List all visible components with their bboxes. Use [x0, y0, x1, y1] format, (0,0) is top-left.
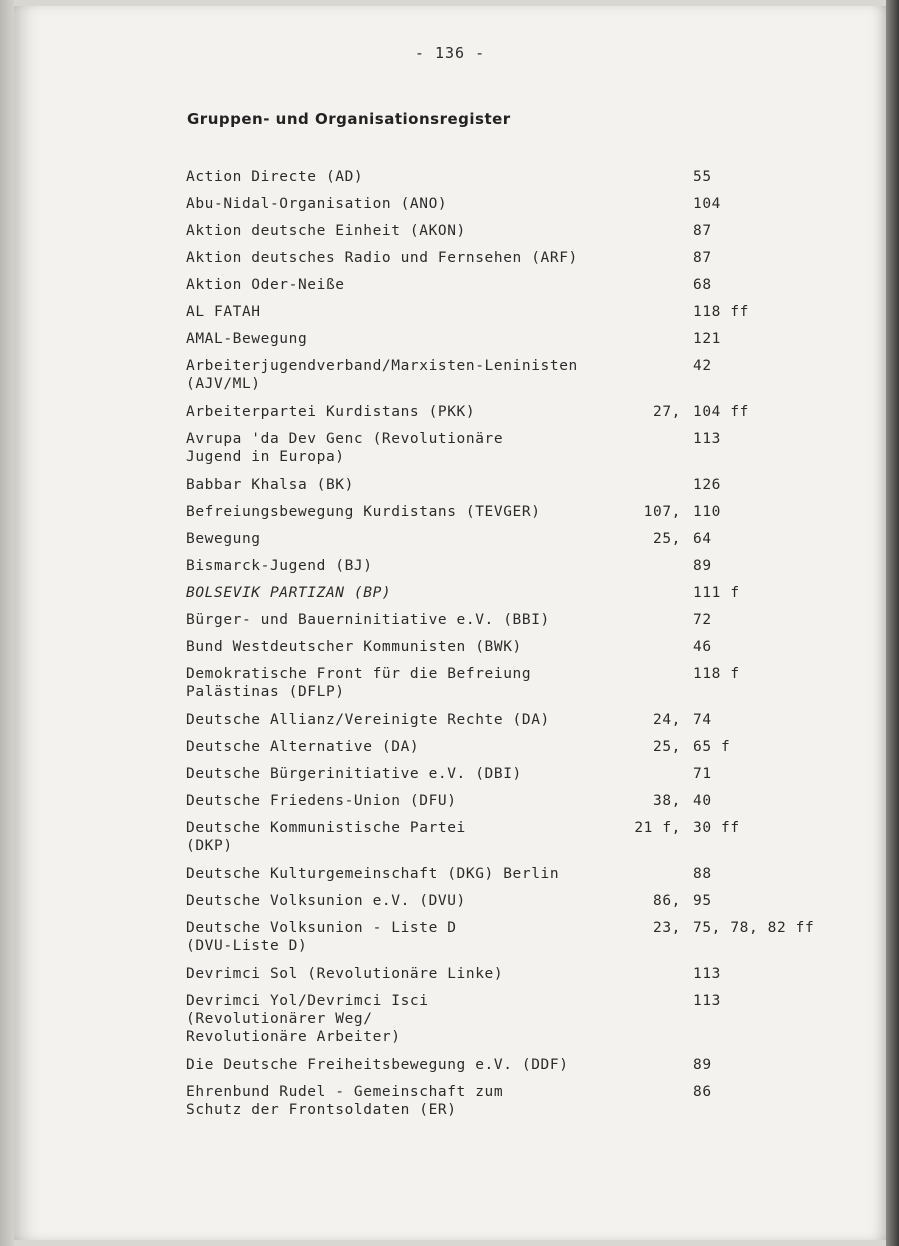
register-entries — [14, 6, 886, 1240]
entry-name: Deutsche Allianz/Vereinigte Rechte (DA) — [186, 712, 550, 728]
entry-page-numbers: 30 ff — [693, 820, 740, 836]
entry-page-numbers: 111 f — [693, 585, 740, 601]
entry-name: Babbar Khalsa (BK) — [186, 477, 354, 493]
entry-name: Bund Westdeutscher Kommunisten (BWK) — [186, 639, 522, 655]
entry-page-numbers: 87 — [693, 250, 712, 266]
entry-extra-pages: 27, — [653, 404, 681, 420]
entry-name: Aktion Oder-Neiße — [186, 277, 345, 293]
scan-right-edge — [886, 0, 899, 1246]
entry-name: Arbeiterjugendverband/Marxisten-Leninisten (AJV/ML) — [186, 358, 578, 392]
entry-name: Deutsche Kulturgemeinschaft (DKG) Berlin — [186, 866, 560, 882]
entry-page-numbers: 113 — [693, 966, 721, 982]
entry-name: Abu-Nidal-Organisation (ANO) — [186, 196, 448, 212]
page-number: - 136 - — [414, 44, 486, 62]
entry-page-numbers: 87 — [693, 223, 712, 239]
entry-name: Bismarck-Jugend (BJ) — [186, 558, 373, 574]
entry-name: Devrimci Yol/Devrimci Isci (Revolutionärer Weg/ Revolutionäre Arbeiter) — [186, 993, 429, 1045]
entry-name: Die Deutsche Freiheitsbewegung e.V. (DDF) — [186, 1057, 569, 1073]
entry-extra-pages: 107, — [643, 504, 681, 520]
entry-extra-pages: 38, — [653, 793, 681, 809]
entry-name: Devrimci Sol (Revolutionäre Linke) — [186, 966, 504, 982]
entry-name: Action Directe (AD) — [186, 169, 364, 185]
entry-extra-pages: 23, — [653, 920, 681, 936]
entry-page-numbers: 65 f — [693, 739, 731, 755]
entry-page-numbers: 118 ff — [693, 304, 749, 320]
entry-name: Befreiungsbewegung Kurdistans (TEVGER) — [186, 504, 541, 520]
entry-extra-pages: 86, — [653, 893, 681, 909]
entry-page-numbers: 64 — [693, 531, 712, 547]
entry-name: Deutsche Volksunion - Liste D (DVU-Liste D) — [186, 920, 457, 954]
entry-name: Deutsche Kommunistische Partei (DKP) — [186, 820, 466, 854]
entry-name: Deutsche Friedens-Union (DFU) — [186, 793, 457, 809]
entry-page-numbers: 113 — [693, 993, 721, 1009]
entry-page-numbers: 55 — [693, 169, 712, 185]
entry-name: BOLSEVIK PARTIZAN (BP) — [186, 585, 392, 601]
entry-page-numbers: 40 — [693, 793, 712, 809]
entry-page-numbers: 89 — [693, 1057, 712, 1073]
entry-page-numbers: 71 — [693, 766, 712, 782]
entry-page-numbers: 113 — [693, 431, 721, 447]
entry-name: Deutsche Volksunion e.V. (DVU) — [186, 893, 466, 909]
entry-name: AMAL-Bewegung — [186, 331, 308, 347]
entry-name: Bürger- und Bauerninitiative e.V. (BBI) — [186, 612, 550, 628]
entry-name: Deutsche Alternative (DA) — [186, 739, 420, 755]
entry-page-numbers: 46 — [693, 639, 712, 655]
entry-page-numbers: 42 — [693, 358, 712, 374]
entry-name: Arbeiterpartei Kurdistans (PKK) — [186, 404, 476, 420]
entry-page-numbers: 74 — [693, 712, 712, 728]
entry-page-numbers: 89 — [693, 558, 712, 574]
entry-page-numbers: 68 — [693, 277, 712, 293]
register-heading: Gruppen- und Organisationsregister — [187, 110, 511, 128]
entry-extra-pages: 25, — [653, 739, 681, 755]
scan-left-edge — [0, 0, 14, 1246]
entry-page-numbers: 121 — [693, 331, 721, 347]
entry-page-numbers: 88 — [693, 866, 712, 882]
entry-name: Aktion deutsche Einheit (AKON) — [186, 223, 466, 239]
entry-page-numbers: 126 — [693, 477, 721, 493]
entry-extra-pages: 25, — [653, 531, 681, 547]
entry-page-numbers: 104 — [693, 196, 721, 212]
entry-extra-pages: 21 f, — [634, 820, 681, 836]
entry-extra-pages: 24, — [653, 712, 681, 728]
entry-name: Bewegung — [186, 531, 261, 547]
entry-page-numbers: 110 — [693, 504, 721, 520]
entry-name: Aktion deutsches Radio und Fernsehen (ARF) — [186, 250, 578, 266]
entry-name: AL FATAH — [186, 304, 261, 320]
entry-page-numbers: 104 ff — [693, 404, 749, 420]
entry-page-numbers: 75, 78, 82 ff — [693, 920, 815, 936]
entry-page-numbers: 95 — [693, 893, 712, 909]
entry-name: Demokratische Front für die Befreiung Palästinas (DFLP) — [186, 666, 532, 700]
entry-name: Ehrenbund Rudel - Gemeinschaft zum Schutz der Frontsoldaten (ER) — [186, 1084, 504, 1118]
entry-page-numbers: 86 — [693, 1084, 712, 1100]
entry-name: Avrupa 'da Dev Genc (Revolutionäre Jugend in Europa) — [186, 431, 504, 465]
entry-page-numbers: 118 f — [693, 666, 740, 682]
document-page — [14, 6, 886, 1240]
entry-page-numbers: 72 — [693, 612, 712, 628]
entry-name: Deutsche Bürgerinitiative e.V. (DBI) — [186, 766, 522, 782]
